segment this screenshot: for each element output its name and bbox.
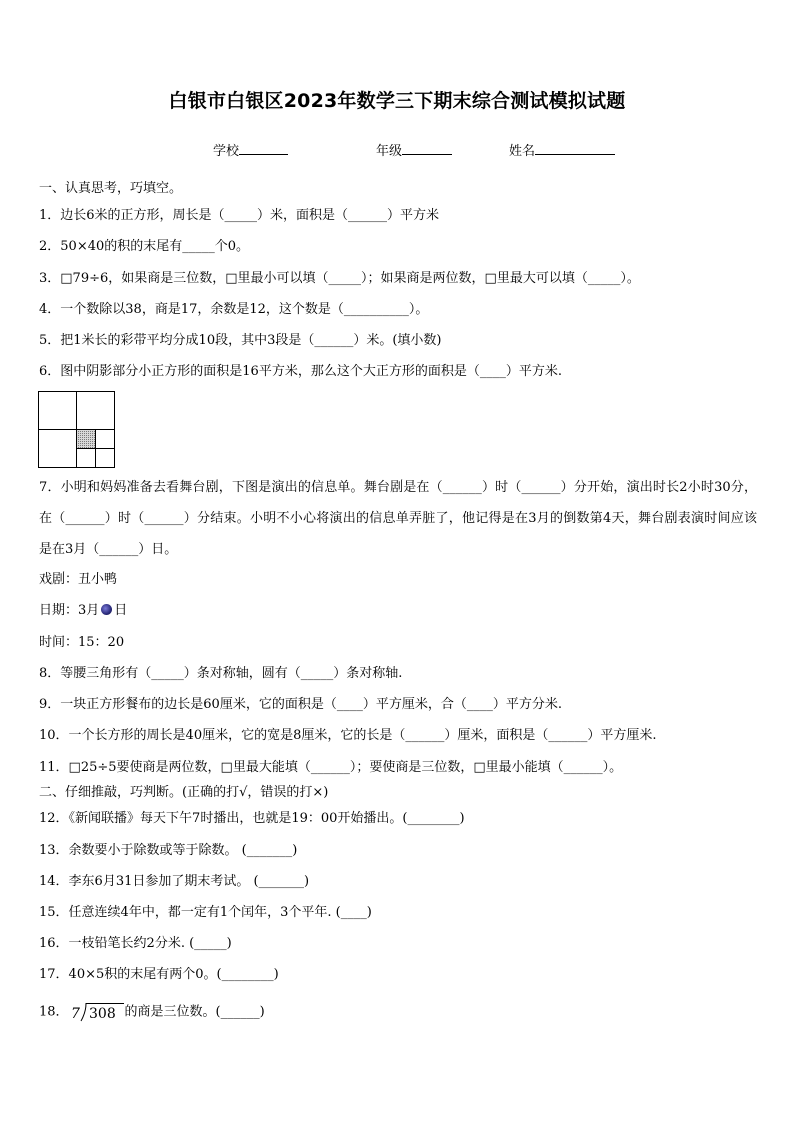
question-10: 10．一个长方形的周长是40厘米，它的宽是8厘米，它的长是（______）厘米，面积是（______）平方厘米. (39, 728, 657, 743)
question-8: 8．等腰三角形有（_____）条对称轴，圆有（_____）条对称轴. (39, 666, 403, 681)
question-9: 9．一块正方形餐布的边长是60厘米，它的面积是（____）平方厘米，合（____）平方分米. (39, 697, 562, 712)
shaded-small-square (77, 430, 96, 449)
dividend: 308 (88, 1006, 116, 1022)
playbill-date (39, 603, 127, 619)
question-3: 3．□79÷6，如果商是三位数，□里最小可以填（_____）；如果商是两位数，□里最大可以填（_____）。 (39, 271, 640, 286)
school-label: 学校 (213, 144, 240, 159)
long-division-symbol (69, 1002, 125, 1022)
grade-label: 年级 (376, 144, 403, 159)
section-heading-2: 二、仔细推敲，巧判断。(正确的打√，错误的打×) (39, 785, 329, 800)
question-16: 16．一枝铅笔长约2分米. (_____) (39, 936, 232, 951)
square-grid-figure (38, 391, 116, 469)
question-4: 4．一个数除以38，商是17，余数是12，这个数是（__________）。 (39, 302, 429, 317)
question-7: 7．小明和妈妈准备去看舞台剧，下图是演出的信息单。舞台剧是在（______）时（______）分开始，演出时长2小时30分，在（______）时（______）分结束。小明不小心将演出的信息单弄脏了，他记得是在3月的倒数第4天，舞台剧表演时间应该是在3月（______）日。 (39, 480, 757, 557)
section-heading-1: 一、认真思考，巧填空。 (39, 181, 183, 196)
school-field (213, 140, 288, 159)
question-12: 12．《新闻联播》每天下午7时播出，也就是19：00开始播出。(________) (39, 811, 465, 826)
playbill-play: 戏剧：丑小鸭 (39, 572, 118, 587)
question-1: 1．边长6米的正方形，周长是（_____）米，面积是（______）平方米 (39, 208, 440, 223)
question-5: 5．把1米长的彩带平均分成10段，其中3段是（______）米。(填小数) (39, 333, 442, 348)
question-18-number: 18． (39, 1004, 69, 1020)
divisor: 7 (70, 1006, 80, 1022)
stain-icon (101, 604, 112, 615)
question-18 (39, 1002, 265, 1023)
question-11: 11．□25÷5要使商是两位数，□里最大能填（______）；要使商是三位数，□里最小能填（______）。 (39, 760, 623, 775)
page-title: 白银市白银区2023年数学三下期末综合测试模拟试题 (168, 90, 626, 112)
question-2: 2．50×40的积的末尾有_____个0。 (39, 239, 250, 254)
school-blank[interactable] (239, 142, 288, 155)
question-13: 13．余数要小于除数或等于除数。 (_______) (39, 843, 298, 858)
playbill-date-suffix: 日 (114, 603, 128, 618)
grade-field (376, 140, 452, 159)
grade-blank[interactable] (402, 142, 452, 155)
question-6: 6．图中阴影部分小正方形的面积是16平方米，那么这个大正方形的面积是（____）平方米. (39, 364, 562, 379)
name-field (509, 140, 615, 159)
question-15: 15．任意连续4年中，都一定有1个闰年，3个平年. (____) (39, 905, 372, 920)
name-label: 姓名 (509, 144, 536, 159)
playbill-date-prefix: 日期：3月 (39, 603, 100, 618)
playbill-time: 时间：15：20 (39, 635, 125, 650)
question-17: 17．40×5积的末尾有两个0。(________) (39, 967, 279, 982)
name-blank[interactable] (535, 142, 615, 155)
question-18-text: 的商是三位数。(______) (124, 1004, 265, 1020)
question-14: 14．李东6月31日参加了期末考试。 (_______) (39, 874, 310, 889)
